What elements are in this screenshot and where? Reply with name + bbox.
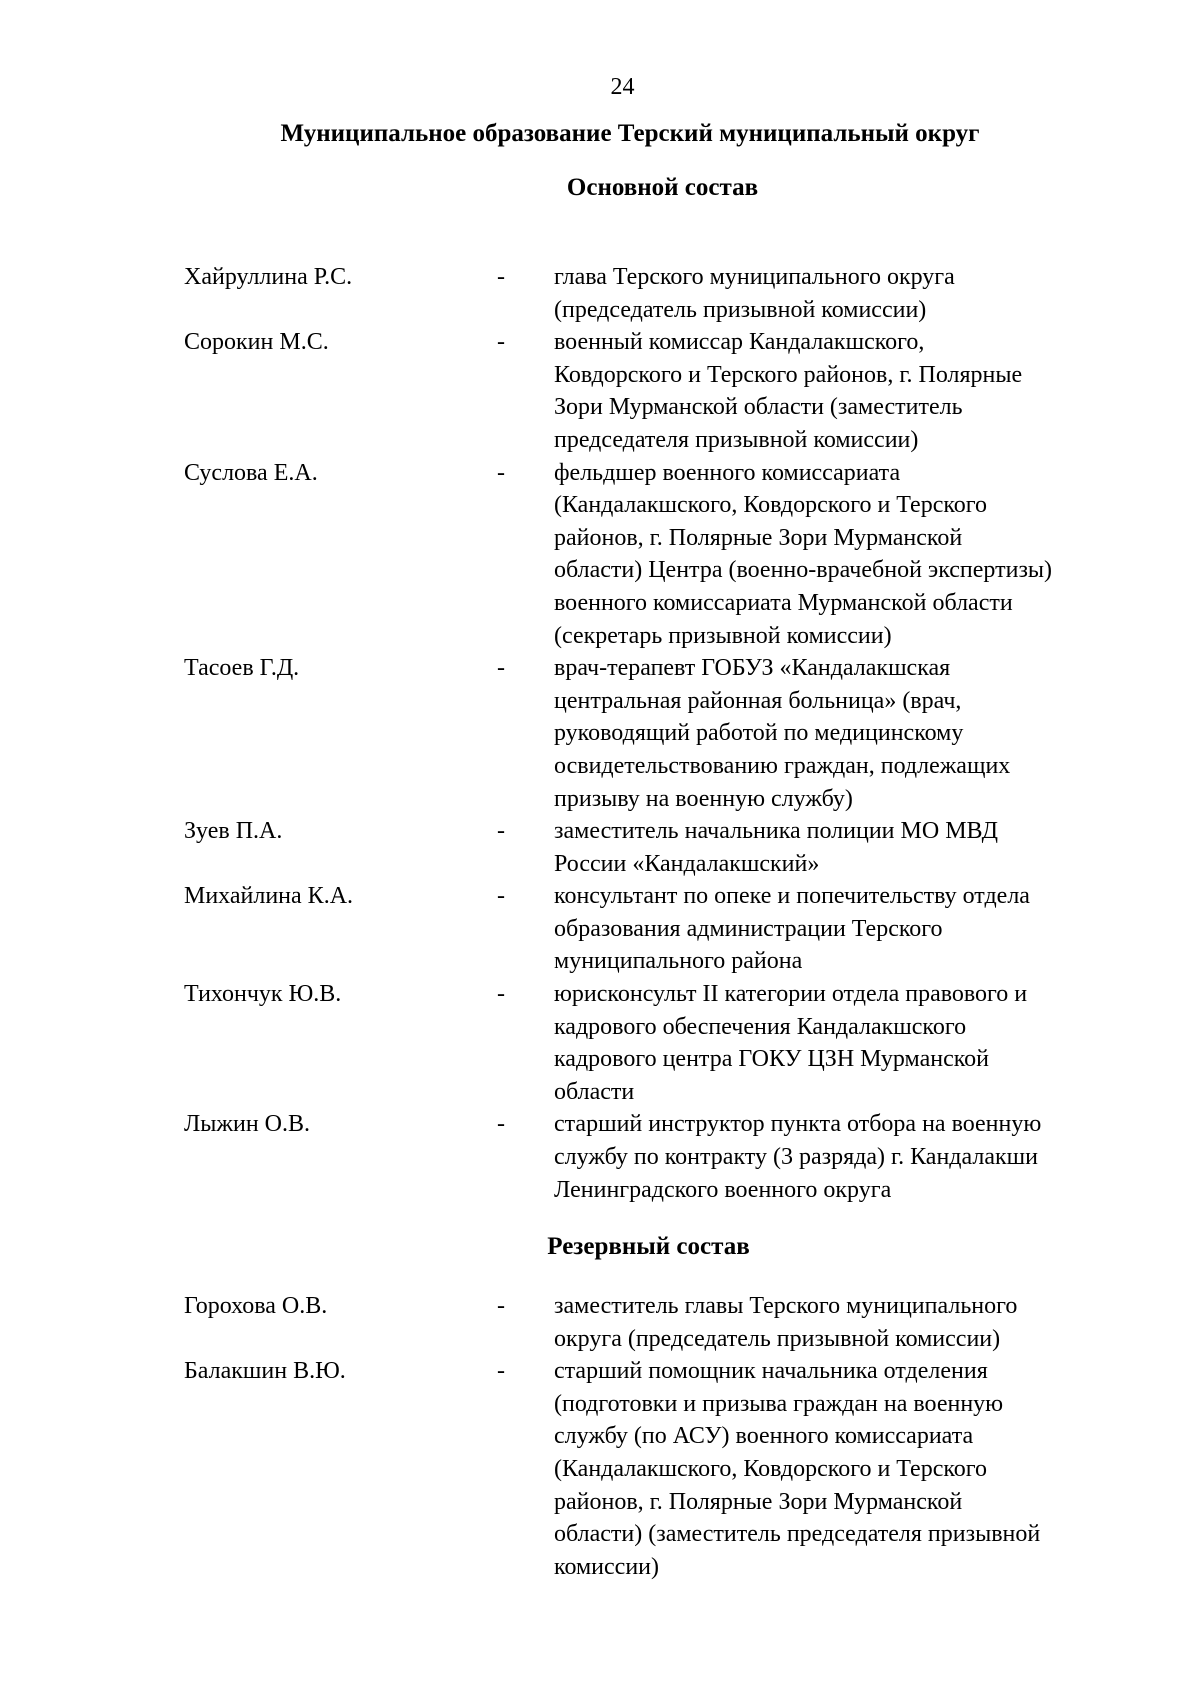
member-name: Тихончук Ю.В.: [184, 981, 342, 1008]
member-name: Сорокин М.С.: [184, 329, 329, 356]
position-line: образования администрации Терского: [554, 915, 943, 942]
member-dash: -: [497, 459, 505, 486]
position-line: России «Кандалакшский»: [554, 850, 820, 877]
position-line: призыву на военную службу): [554, 785, 853, 812]
position-line: районов, г. Полярные Зори Мурманской: [554, 1488, 963, 1515]
member-position: [554, 1355, 1164, 1583]
position-line: службу (по АСУ) военного комиссариата: [554, 1423, 974, 1450]
position-line: Зори Мурманской области (заместитель: [554, 394, 963, 421]
position-line: районов, г. Полярные Зори Мурманской: [554, 524, 963, 551]
position-line: заместитель главы Терского муниципального: [554, 1293, 1018, 1319]
member-position: [554, 815, 1164, 880]
position-line: консультант по опеке и попечительству отдела: [554, 883, 1030, 910]
member-position: [554, 978, 1164, 1108]
reserve-members-list: [0, 1290, 1200, 1583]
member-dash: -: [497, 1293, 505, 1319]
position-line: службу по контракту (3 разряда) г. Кандалакши: [554, 1144, 1038, 1171]
position-line: освидетельствованию граждан, подлежащих: [554, 752, 1011, 779]
position-line: военного комиссариата Мурманской области: [554, 589, 1013, 616]
position-line: (секретарь призывной комиссии): [554, 622, 892, 649]
position-line: Ковдорского и Терского районов, г. Полярные: [554, 361, 1023, 388]
position-line: Ленинградского военного округа: [554, 1176, 892, 1203]
member-row: [0, 1355, 1200, 1583]
member-position: [554, 261, 1164, 326]
member-row: [0, 1290, 1200, 1355]
member-dash: -: [497, 1358, 505, 1385]
main-members-list: [0, 261, 1200, 1206]
position-line: фельдшер военного комиссариата: [554, 459, 901, 486]
position-line: комиссии): [554, 1553, 659, 1580]
member-row: [0, 326, 1200, 456]
member-row: [0, 1108, 1200, 1206]
document-title: Муниципальное образование Терский муниципальный округ: [280, 120, 980, 147]
member-position: [554, 880, 1164, 978]
position-line: муниципального района: [554, 948, 803, 975]
position-line: заместитель начальника полиции МО МВД: [554, 818, 998, 845]
main-section-heading: Основной состав: [566, 174, 759, 201]
position-line: центральная районная больница» (врач,: [554, 687, 962, 714]
reserve-section-heading: Резервный состав: [547, 1233, 750, 1260]
position-line: округа (председатель призывной комиссии): [554, 1325, 1001, 1352]
position-line: врач-терапевт ГОБУЗ «Кандалакшская: [554, 655, 951, 682]
position-line: старший инструктор пункта отбора на военную: [554, 1111, 1042, 1138]
member-dash: -: [497, 981, 505, 1008]
member-row: [0, 652, 1200, 815]
position-line: кадрового центра ГОКУ ЦЗН Мурманской: [554, 1046, 989, 1073]
member-position: [554, 1290, 1164, 1355]
position-line: старший помощник начальника отделения: [554, 1358, 988, 1385]
member-name: Тасоев Г.Д.: [184, 655, 300, 682]
member-name: Хайруллина Р.С.: [184, 264, 353, 290]
member-position: [554, 652, 1164, 815]
position-line: кадрового обеспечения Кандалакшского: [554, 1013, 967, 1040]
member-dash: -: [497, 655, 505, 682]
position-line: области) Центра (военно-врачебной экспертизы): [554, 557, 1053, 584]
member-row: [0, 880, 1200, 978]
member-name: Михайлина К.А.: [184, 883, 354, 910]
member-dash: -: [497, 329, 505, 356]
member-row: [0, 457, 1200, 653]
member-name: Балакшин В.Ю.: [184, 1358, 346, 1385]
position-line: (Кандалакшского, Ковдорского и Терского: [554, 1455, 988, 1482]
position-line: руководящий работой по медицинскому: [554, 720, 964, 747]
member-row: [0, 815, 1200, 880]
member-name: Зуев П.А.: [184, 818, 283, 845]
member-dash: -: [497, 264, 505, 290]
member-position: [554, 457, 1164, 653]
page-number: 24: [610, 74, 635, 100]
member-name: Горохова О.В.: [184, 1293, 328, 1319]
position-line: юрисконсульт II категории отдела правового и: [554, 981, 1028, 1008]
position-line: (председатель призывной комиссии): [554, 296, 927, 323]
member-row: [0, 261, 1200, 326]
position-line: (подготовки и призыва граждан на военную: [554, 1390, 1004, 1417]
position-line: председателя призывной комиссии): [554, 426, 919, 453]
member-name: Лыжин О.В.: [184, 1111, 311, 1138]
member-dash: -: [497, 818, 505, 845]
member-row: [0, 978, 1200, 1108]
member-position: [554, 1108, 1164, 1206]
position-line: области) (заместитель председателя призывной: [554, 1521, 1041, 1548]
position-line: области: [554, 1078, 635, 1105]
member-dash: -: [497, 883, 505, 910]
member-dash: -: [497, 1111, 505, 1138]
position-line: глава Терского муниципального округа: [554, 264, 955, 290]
member-position: [554, 326, 1164, 456]
position-line: (Кандалакшского, Ковдорского и Терского: [554, 492, 988, 519]
position-line: военный комиссар Кандалакшского,: [554, 329, 925, 356]
member-name: Суслова Е.А.: [184, 459, 318, 486]
